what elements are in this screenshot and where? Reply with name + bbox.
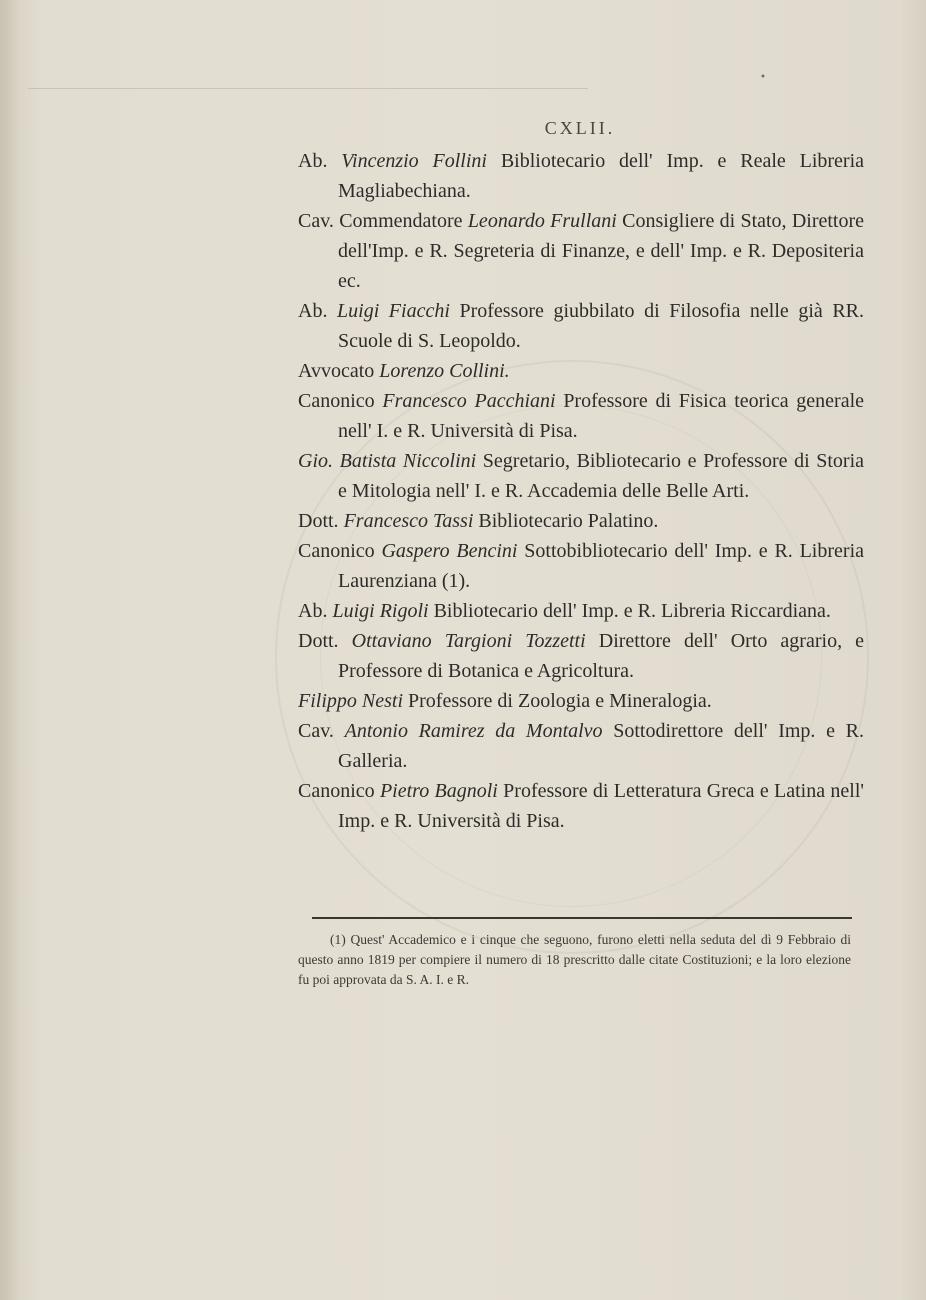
- entry-text: Sottodirettore dell' Imp. e R. Galleria.: [338, 720, 864, 772]
- entry-name: Luigi Fiacchi: [337, 300, 450, 322]
- entry-title: Canonico: [298, 780, 375, 802]
- entry-text: Consigliere di Stato, Direttore dell'Imp. e R. Segreteria di Finanze, e dell' Imp. e R. Depositeria ec.: [338, 210, 865, 292]
- list-item: [298, 716, 864, 776]
- list-item: [298, 596, 864, 626]
- entry-name: Gaspero Bencini: [381, 540, 518, 562]
- entry-name: Vincenzio Follini: [341, 150, 487, 172]
- entry-text: Bibliotecario Palatino.: [478, 510, 659, 532]
- page-number: CXLII.: [544, 118, 616, 138]
- entry-text: Professore giubbilato di Filosofia nelle già RR. Scuole di S. Leopoldo.: [338, 300, 865, 352]
- member-list: [298, 146, 864, 836]
- list-item: [298, 146, 864, 206]
- entry-title: Cav. Commendatore: [298, 210, 463, 232]
- footnote: (1) Quest' Accademico e i cinque che seguono, furono eletti nella seduta del dì 9 Febbraio di questo anno 1819 per compiere il numero di 18 prescritto dalle citate Costituzioni; e la loro elezione fu poi approvata da S. A. I. e R.: [298, 932, 851, 987]
- entry-text: Professore di Letteratura Greca e Latina nell' Imp. e R. Università di Pisa.: [338, 780, 865, 832]
- list-item: [298, 206, 864, 296]
- ink-mark: •: [760, 72, 766, 83]
- entry-title: Dott.: [298, 630, 339, 652]
- entry-text: Professore di Zoologia e Mineralogia.: [408, 690, 712, 712]
- entry-text: Segretario, Bibliotecario e Professore di Storia e Mitologia nell' I. e R. Accademia delle Belle Arti.: [338, 450, 865, 502]
- page-edge-shadow: [0, 0, 18, 1300]
- entry-name: Francesco Pacchiani: [382, 390, 556, 412]
- entry-text: Sottobibliotecario dell' Imp. e R. Libreria Laurenziana (1).: [338, 540, 864, 592]
- entry-title: Avvocato: [298, 360, 375, 382]
- entry-name: Luigi Rigoli: [332, 600, 429, 622]
- entry-title: Ab.: [298, 150, 328, 172]
- entry-name: Filippo Nesti: [298, 690, 403, 712]
- list-item: [298, 446, 864, 506]
- entry-text: Professore di Fisica teorica generale nell' I. e R. Università di Pisa.: [338, 390, 865, 442]
- entry-name: Ottaviano Targioni Tozzetti: [351, 630, 586, 652]
- entry-title: Ab.: [298, 600, 328, 622]
- list-item: [298, 356, 864, 386]
- entry-text: Bibliotecario dell' Imp. e R. Libreria Riccardiana.: [433, 600, 831, 622]
- list-item: [298, 776, 864, 836]
- list-item: [298, 536, 864, 596]
- top-rule: [28, 88, 588, 89]
- entry-text: Bibliotecario dell' Imp. e Reale Libreria Magliabechiana.: [338, 150, 865, 202]
- list-item: [298, 626, 864, 686]
- entry-name: Lorenzo Collini.: [379, 360, 510, 382]
- entry-name: Gio. Batista Niccolini: [298, 450, 477, 472]
- entry-text: Direttore dell' Orto agrario, e Professore di Botanica e Agricoltura.: [338, 630, 865, 682]
- footnote-rule: [312, 917, 852, 919]
- list-item: [298, 506, 864, 536]
- entry-title: Dott.: [298, 510, 339, 532]
- entry-title: Canonico: [298, 390, 375, 412]
- list-item: [298, 296, 864, 356]
- entry-title: Ab.: [298, 300, 328, 322]
- entry-title: Canonico: [298, 540, 375, 562]
- entry-name: Antonio Ramirez da Montalvo: [344, 720, 603, 742]
- entry-title: Cav.: [298, 720, 334, 742]
- entry-name: Francesco Tassi: [343, 510, 474, 532]
- entry-name: Leonardo Frullani: [467, 210, 617, 232]
- list-item: [298, 386, 864, 446]
- entry-name: Pietro Bagnoli: [379, 780, 498, 802]
- list-item: [298, 686, 864, 716]
